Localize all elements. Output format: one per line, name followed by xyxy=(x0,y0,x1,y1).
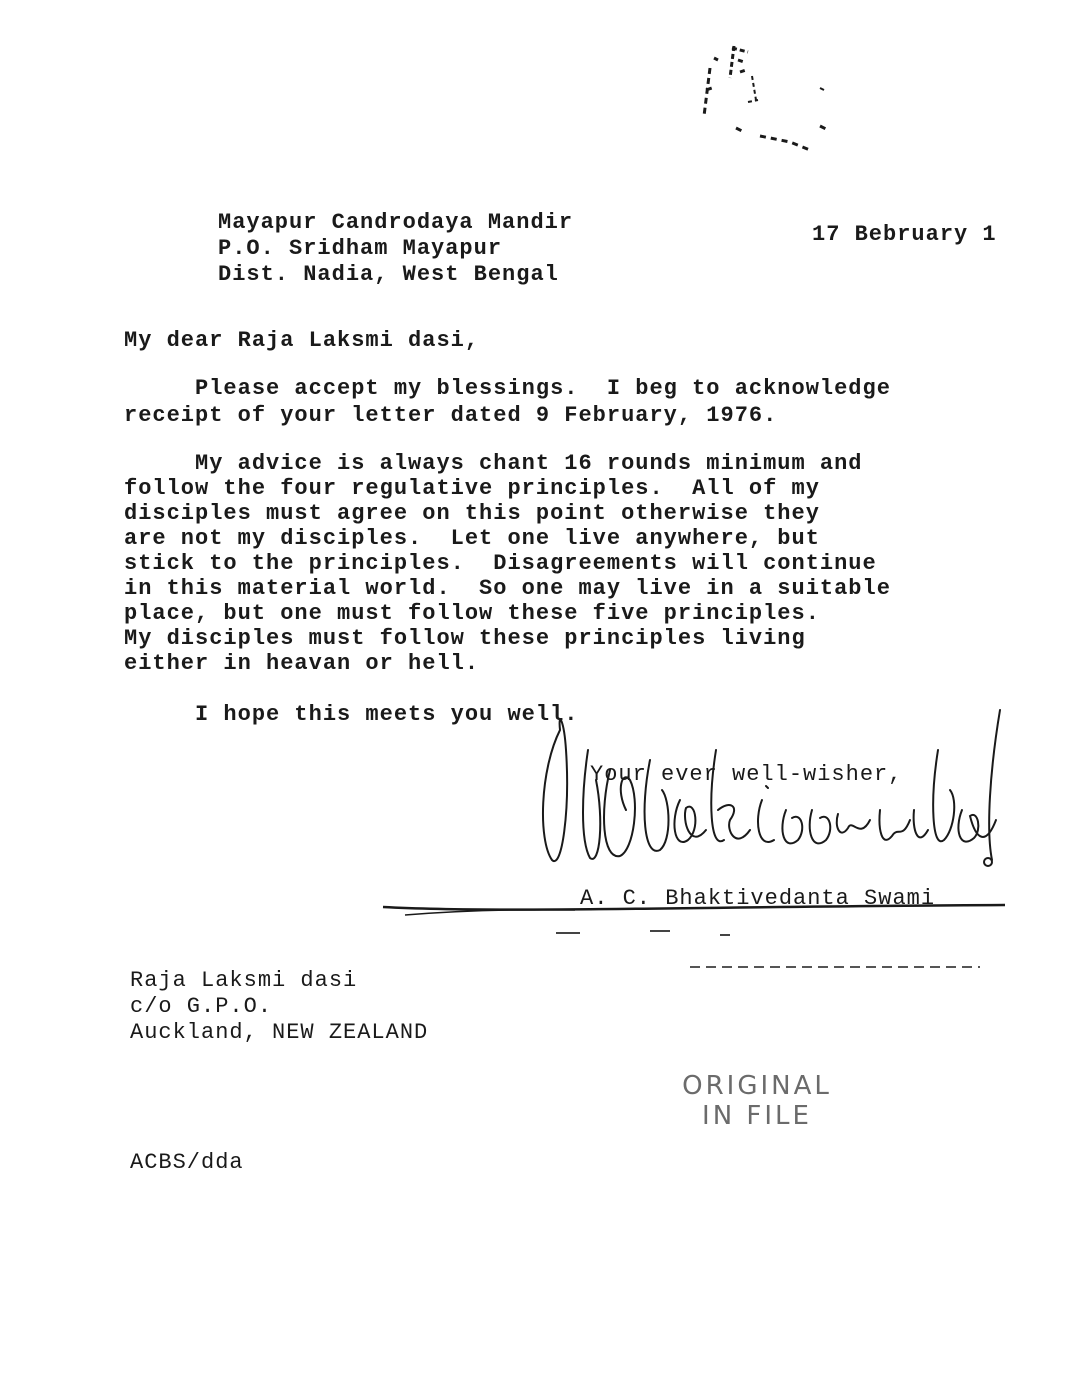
paragraph1-line1: Please accept my blessings. I beg to acknowledge xyxy=(124,376,891,401)
faint-dotted-line xyxy=(540,925,1010,975)
stamp-line1: ORIGINAL xyxy=(682,1071,832,1101)
paragraph2-line1: My advice is always chant 16 rounds minimum and xyxy=(124,451,863,476)
stamp-line2: IN FILE xyxy=(702,1100,812,1131)
sender-address-line3: Dist. Nadia, West Bengal xyxy=(218,262,559,287)
recipient-address-line2: c/o G.P.O. xyxy=(130,994,273,1019)
reference-initials: ACBS/dda xyxy=(130,1150,244,1175)
paragraph2-line2: follow the four regulative principles. All of my xyxy=(124,476,820,501)
paragraph2-line6: in this material world. So one may live in a suitable xyxy=(124,576,891,601)
file-stamp-text: FL xyxy=(760,100,772,111)
letter-date: 17 Bebruary 1 xyxy=(812,222,997,247)
paragraph2-line3: disciples must agree on this point otherwise they xyxy=(124,501,820,526)
recipient-address-line3: Auckland, NEW ZEALAND xyxy=(130,1020,429,1045)
paragraph2-line9: either in heavan or hell. xyxy=(124,651,480,676)
signatory-name: A. C. Bhaktivedanta Swami xyxy=(580,886,936,911)
paragraph2-line7: place, but one must follow these five principles. xyxy=(124,601,820,626)
paragraph1-line2: receipt of your letter dated 9 February, 1976. xyxy=(124,403,778,428)
signature-underline xyxy=(375,895,1015,925)
handwritten-signature xyxy=(530,690,1030,880)
paragraph2-line4: are not my disciples. Let one live anywhere, but xyxy=(124,526,820,551)
salutation: My dear Raja Laksmi dasi, xyxy=(124,328,480,353)
recipient-address-line1: Raja Laksmi dasi xyxy=(130,968,358,993)
sender-address-line2: P.O. Sridham Mayapur xyxy=(218,236,503,261)
paragraph2-line8: My disciples must follow these principles living xyxy=(124,626,806,651)
closing-line: I hope this meets you well. xyxy=(124,702,579,727)
sender-address-line1: Mayapur Candrodaya Mandir xyxy=(218,210,574,235)
original-in-file-stamp xyxy=(672,1072,842,1132)
file-stamp xyxy=(700,38,840,168)
paragraph2-line5: stick to the principles. Disagreements will continue xyxy=(124,551,877,576)
valediction: Your ever well-wisher, xyxy=(590,762,903,787)
